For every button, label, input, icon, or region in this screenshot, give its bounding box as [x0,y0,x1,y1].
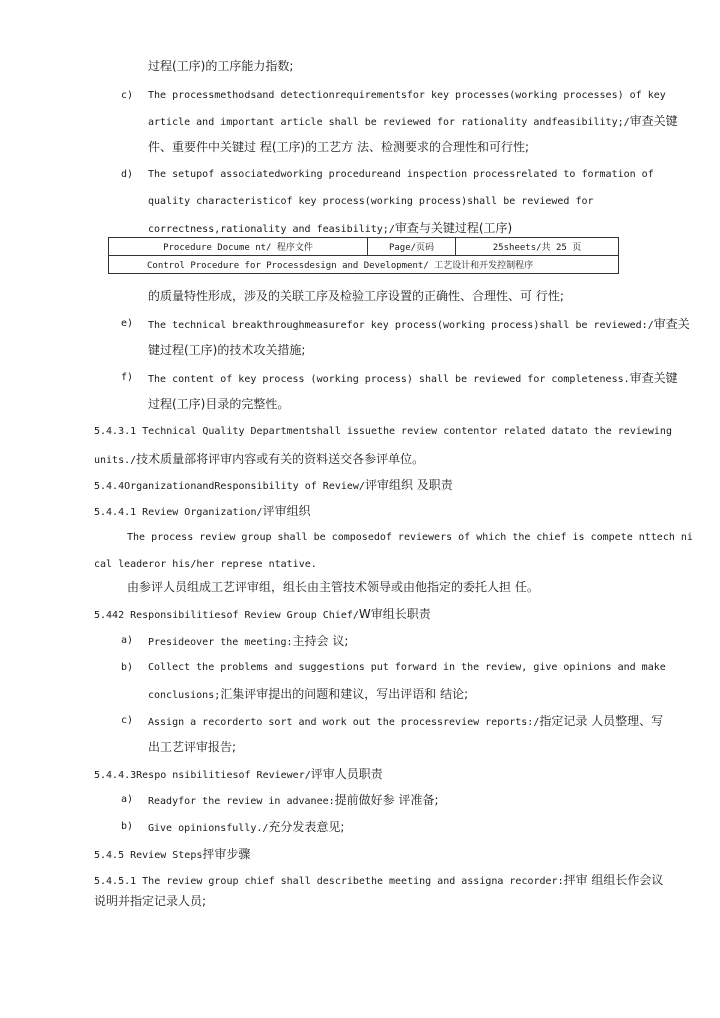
c-item-continuation: 过程(工序)的工序能力指数; [148,59,294,73]
page-header-table [108,237,619,274]
chief-c-marker: c) [121,715,134,726]
header-sheet-count: 25sheets/共 25 页 [456,238,619,256]
item-d-line1: The setupof associatedworking procedureand inspection processrelated to formation of [148,169,654,180]
chief-a-text: Presideover the meeting:主持会 议; [148,634,349,648]
reviewer-a-marker: a) [121,794,134,805]
item-f-line1: The content of key process (working process) shall be reviewed for completeness.审查关键 [148,371,678,385]
header-document-type: Procedure Docume nt/ 程序文件 [109,238,368,256]
item-e-line2: 键过程(工序)的技术攻关措施; [148,343,306,357]
review-org-line1: The process review group shall be composedof reviewers of which the chief is compete nttech ni [127,532,693,543]
section-5442-heading: 5.442 Responsibilitiesof Review Group Chief/W审组长职责 [94,607,431,621]
header-page-label: Page/页码 [368,238,456,256]
chief-b-line2: conclusions;汇集评审提出的问题和建议，写出评语和 结论; [148,687,469,701]
review-org-line2: cal leaderor his/her represe ntative. [94,559,317,570]
item-d-line2: quality characteristicof key process(working process)shall be reviewed for [148,196,594,207]
item-c-line3: 件、重要件中关键过 程(工序)的工艺方 法、检测要求的合理性和可行性; [148,140,530,154]
item-c-marker: c) [121,90,134,101]
chief-a-marker: a) [121,635,134,646]
item-f-marker: f) [121,372,134,383]
header-procedure-title: Control Procedure for Processdesign and Development/ 工艺设计和开发控制程序 [109,256,619,274]
item-c-line1: The processmethodsand detectionrequirementsfor key processes(working processes) of key [148,90,666,101]
reviewer-b-text: Give opinionsfully./充分发表意见; [148,820,345,834]
item-c-line2: article and important article shall be reviewed for rationality andfeasibility;/审查关键 [148,114,678,128]
reviewer-a-text: Readyfor the review in advanee:提前做好参 评准备; [148,793,439,807]
section-544-heading: 5.4.4OrganizationandResponsibility of Review/评审组织 及职责 [94,478,453,492]
item-e-marker: e) [121,318,134,329]
section-5451-line1: 5.4.5.1 The review group chief shall describethe meeting and assigna recorder:抨审 组组长作会议 [94,873,664,887]
section-5451-line2: 说明并指定记录人员; [94,894,207,908]
item-d-marker: d) [121,169,134,180]
chief-c-line1: Assign a recorderto sort and work out the processreview reports:/指定记录 人员整理、写 [148,714,664,728]
item-f-line2: 过程(工序)目录的完整性。 [148,397,290,411]
chief-b-line1: Collect the problems and suggestions put forward in the review, give opinions and make [148,662,666,673]
item-d-continuation: 的质量特性形成，涉及的关联工序及检验工序设置的正确性、合理性、可 行性; [148,289,564,303]
chief-c-line2: 出工艺评审报告; [148,740,237,754]
reviewer-b-marker: b) [121,821,134,832]
section-545-heading: 5.4.5 Review Steps抨审步骤 [94,847,251,861]
item-e-line1: The technical breakthroughmeasurefor key process(working process)shall be reviewed:/审查关 [148,317,690,331]
review-org-zh: 由参评人员组成工艺评审组，组长由主管技术领导或由他指定的委托人担 任。 [127,580,539,594]
section-5441-heading: 5.4.4.1 Review Organization/评审组织 [94,504,311,518]
section-5431-line1: 5.4.3.1 Technical Quality Departmentshall issuethe review contentor related datato the reviewing [94,426,672,437]
section-5443-heading: 5.4.4.3Respo nsibilitiesof Reviewer/评审人员职责 [94,767,383,781]
item-d-line3: correctness,rationality and feasibility;/审查与关键过程(工序) [148,221,513,235]
chief-b-marker: b) [121,662,134,673]
section-5431-line2: units./技术质量部将评审内容或有关的资料送交各参评单位。 [94,452,425,466]
